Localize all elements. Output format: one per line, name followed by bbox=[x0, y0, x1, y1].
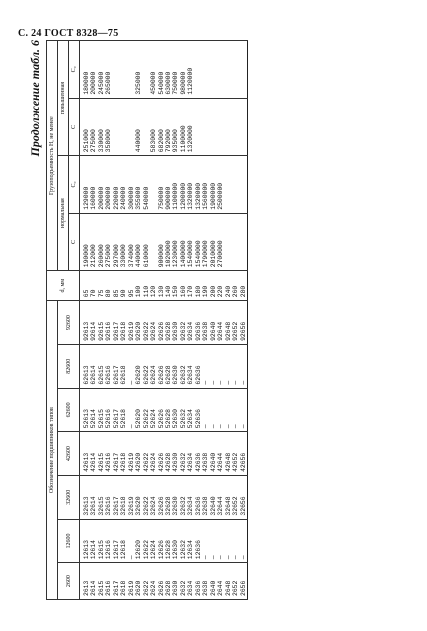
table-cell bbox=[225, 42, 232, 95]
table-cell: 12634 bbox=[187, 540, 195, 560]
table-cell: 52634 bbox=[187, 409, 195, 429]
table-cell: 180 bbox=[194, 285, 202, 298]
table-cell: 2628 bbox=[164, 580, 172, 596]
table-cell: 65 bbox=[83, 289, 90, 298]
table-cell: 42636 bbox=[194, 452, 202, 472]
table-cell: 12615 bbox=[97, 540, 105, 560]
table-cell: — bbox=[224, 380, 232, 385]
table-cell: 1320000 bbox=[187, 182, 195, 210]
table-cell: 42618 bbox=[120, 452, 128, 472]
table-cell: 62634 bbox=[187, 365, 195, 385]
table-cell: — bbox=[232, 555, 240, 560]
table-cell: 92632 bbox=[179, 321, 187, 341]
table-cell bbox=[120, 100, 127, 153]
table-cell: 42620 bbox=[135, 452, 143, 472]
table-cell: 62616 bbox=[105, 365, 113, 385]
table-cell: 750000 bbox=[157, 186, 165, 210]
table-cell: 85 bbox=[112, 289, 120, 298]
table-cell: 92614 bbox=[90, 321, 98, 341]
table-cell: 32636 bbox=[194, 496, 202, 516]
table-cell: 62618 bbox=[120, 365, 128, 385]
table-cell: 1540000 bbox=[187, 240, 195, 268]
table-cell: 92638 bbox=[202, 321, 210, 341]
table-cell: — bbox=[209, 424, 217, 429]
col-c-inc-header: C bbox=[69, 98, 80, 156]
table-cell: 12628 bbox=[164, 540, 172, 560]
table-cell: — bbox=[202, 380, 210, 385]
table-cell: 12624 bbox=[150, 540, 158, 560]
table-cell bbox=[150, 215, 157, 268]
table-cell: — bbox=[209, 380, 217, 385]
table-cell bbox=[240, 215, 247, 268]
table-cell: 92640 bbox=[209, 321, 217, 341]
col-92600-header: 92600 bbox=[58, 301, 80, 345]
table-cell: 42617 bbox=[112, 452, 120, 472]
table-cell: 240 bbox=[224, 285, 232, 298]
table-cell: 12613 bbox=[83, 540, 90, 560]
table-cell: 300000 bbox=[127, 186, 135, 210]
table-cell: 32622 bbox=[142, 496, 150, 516]
table-cell: 440000 bbox=[135, 244, 143, 268]
table-cell: 129000 bbox=[83, 186, 90, 210]
table-cell bbox=[217, 100, 224, 153]
table-cell bbox=[143, 100, 150, 153]
table-cell bbox=[217, 42, 224, 95]
table-cell: 682000 bbox=[157, 129, 165, 153]
table-cell bbox=[210, 100, 217, 153]
table-cell: 2656 bbox=[239, 580, 247, 596]
table-cell: 1540000 bbox=[194, 240, 202, 268]
table-cell: 792000 bbox=[164, 129, 172, 153]
table-cell: 92618 bbox=[120, 321, 128, 341]
table-cell: 92634 bbox=[187, 321, 195, 341]
table-cell: 42632 bbox=[179, 452, 187, 472]
table-cell: 120 bbox=[150, 285, 158, 298]
table-cell: 2616 bbox=[105, 580, 113, 596]
table-cell: 2638 bbox=[202, 580, 210, 596]
table-cell: 1230000 bbox=[172, 240, 180, 268]
table-cell: 110 bbox=[142, 285, 150, 298]
table-cell: 42638 bbox=[202, 452, 210, 472]
table-cell: 1790000 bbox=[202, 240, 210, 268]
table-cell: 160000 bbox=[90, 186, 98, 210]
table-body-row bbox=[80, 41, 248, 600]
table-cell bbox=[225, 100, 232, 153]
table-cell: 32652 bbox=[232, 496, 240, 516]
table-cell: 251000 bbox=[83, 129, 90, 153]
table-cell: 12617 bbox=[112, 540, 120, 560]
table-cell: 52624 bbox=[150, 409, 158, 429]
table-cell: 260000 bbox=[97, 244, 105, 268]
table-cell: 245000 bbox=[97, 71, 105, 95]
table-cell: 750000 bbox=[172, 71, 180, 95]
table-cell: — bbox=[224, 555, 232, 560]
table-cell: 200000 bbox=[105, 186, 113, 210]
table-cell: 52618 bbox=[120, 409, 128, 429]
table-cell: 297000 bbox=[112, 244, 120, 268]
table-cell: 200 bbox=[209, 285, 217, 298]
table-cell: 980000 bbox=[179, 71, 187, 95]
table-cell: 92648 bbox=[224, 321, 232, 341]
col-2600-header: 2600 bbox=[58, 563, 80, 600]
col-82600-header: 82600 bbox=[58, 344, 80, 388]
table-cell: 92656 bbox=[239, 321, 247, 341]
table-cell: 42616 bbox=[105, 452, 113, 472]
column-82600-values bbox=[80, 344, 248, 388]
table-cell: 160 bbox=[179, 285, 187, 298]
table-cell: 32626 bbox=[157, 496, 165, 516]
table-cell: 610000 bbox=[142, 244, 150, 268]
table-cell: 275000 bbox=[105, 244, 113, 268]
table-cell: 62636 bbox=[194, 365, 202, 385]
table-cell: 92613 bbox=[83, 321, 90, 341]
table-cell: 1020000 bbox=[164, 240, 172, 268]
table-cell: 935000 bbox=[172, 129, 180, 153]
table-cell: 52614 bbox=[90, 409, 98, 429]
table-cell: — bbox=[202, 555, 210, 560]
table-cell: 2614 bbox=[90, 580, 98, 596]
table-cell: 2648 bbox=[224, 580, 232, 596]
table-cell: 92615 bbox=[97, 321, 105, 341]
table-cell: 62620 bbox=[135, 365, 143, 385]
table-cell bbox=[195, 42, 202, 95]
table-cell: 900000 bbox=[164, 186, 172, 210]
table-cell: 180000 bbox=[83, 71, 90, 95]
table-cell: 92617 bbox=[112, 321, 120, 341]
table-cell bbox=[225, 215, 232, 268]
table-cell: 1900000 bbox=[209, 182, 217, 210]
table-cell: 62626 bbox=[157, 365, 165, 385]
table-cell: 1320000 bbox=[194, 182, 202, 210]
table-cell: 2615 bbox=[97, 580, 105, 596]
table-cell bbox=[232, 100, 239, 153]
table-cell: 42644 bbox=[217, 452, 225, 472]
table-cell: 62632 bbox=[179, 365, 187, 385]
table-cell: — bbox=[239, 380, 247, 385]
col-c-header: C bbox=[69, 213, 80, 271]
table-cell: — bbox=[127, 424, 135, 429]
table-cell: 212000 bbox=[90, 244, 98, 268]
table-cell: 62617 bbox=[112, 365, 120, 385]
table-cell bbox=[128, 100, 135, 153]
table-cell: 260 bbox=[232, 285, 240, 298]
table-cell: 92624 bbox=[150, 321, 158, 341]
table-cell: 12616 bbox=[105, 540, 113, 560]
table-cell: 62614 bbox=[90, 365, 98, 385]
table-cell: 32617 bbox=[112, 496, 120, 516]
table-cell: 280 bbox=[239, 285, 247, 298]
table-cell: 95 bbox=[127, 289, 135, 298]
table-caption: Продолжение табл. 6 bbox=[28, 40, 42, 157]
table-cell: 92628 bbox=[164, 321, 172, 341]
table-cell: 275000 bbox=[90, 129, 98, 153]
table-cell: 52616 bbox=[105, 409, 113, 429]
table-cell: 52630 bbox=[172, 409, 180, 429]
table-cell: 200000 bbox=[90, 71, 98, 95]
table-cell: 52636 bbox=[194, 409, 202, 429]
table-cell: 170 bbox=[187, 285, 195, 298]
table-cell bbox=[120, 42, 127, 95]
col-32600-header: 32600 bbox=[58, 475, 80, 519]
col-62600-header: 62600 bbox=[58, 388, 80, 432]
column-32600-values bbox=[80, 475, 248, 519]
table-cell: 2640 bbox=[209, 580, 217, 596]
table-cell: 325000 bbox=[135, 71, 143, 95]
table-cell bbox=[225, 157, 232, 210]
table-cell: 62624 bbox=[150, 365, 158, 385]
table-cell: 32616 bbox=[105, 496, 113, 516]
table-cell: 12614 bbox=[90, 540, 98, 560]
column-d-values bbox=[80, 271, 248, 301]
column-92600-values bbox=[80, 301, 248, 345]
table-cell: 42640 bbox=[209, 452, 217, 472]
table-cell: 32619 bbox=[127, 496, 135, 516]
table-cell: 12618 bbox=[120, 540, 128, 560]
column-62600-values bbox=[80, 388, 248, 432]
table-cell: 92636 bbox=[194, 321, 202, 341]
table-cell: 2617 bbox=[112, 580, 120, 596]
table-cell: 2630 bbox=[172, 580, 180, 596]
table-cell: 90 bbox=[120, 289, 128, 298]
table-cell: — bbox=[239, 555, 247, 560]
column-c0-values bbox=[80, 156, 248, 214]
table-cell: 32644 bbox=[217, 496, 225, 516]
table-cell bbox=[113, 100, 120, 153]
table-cell bbox=[128, 42, 135, 95]
table-cell: — bbox=[239, 424, 247, 429]
table-cell bbox=[195, 100, 202, 153]
table-cell: 42622 bbox=[142, 452, 150, 472]
table-cell: 330000 bbox=[120, 244, 128, 268]
table-cell: 440000 bbox=[135, 129, 143, 153]
table-cell: 374000 bbox=[127, 244, 135, 268]
table-cell: 220000 bbox=[112, 186, 120, 210]
table-cell: 190000 bbox=[83, 244, 90, 268]
table-cell bbox=[240, 157, 247, 210]
table-cell: 52628 bbox=[164, 409, 172, 429]
table-cell bbox=[240, 100, 247, 153]
table-cell: 200000 bbox=[97, 186, 105, 210]
table-cell: 32656 bbox=[239, 496, 247, 516]
table-cell: 62630 bbox=[172, 365, 180, 385]
table-cell bbox=[232, 157, 239, 210]
table-cell: — bbox=[232, 424, 240, 429]
table-cell: 1560000 bbox=[202, 182, 210, 210]
col-c0-inc-header: C₀ bbox=[69, 41, 80, 99]
table-cell: 42628 bbox=[164, 452, 172, 472]
column-c-inc-values bbox=[80, 98, 248, 156]
table-cell: 1120000 bbox=[187, 67, 195, 95]
column-2600-values bbox=[80, 563, 248, 600]
table-cell: 2624 bbox=[150, 580, 158, 596]
table-cell: 92630 bbox=[172, 321, 180, 341]
table-cell: 12636 bbox=[194, 540, 202, 560]
table-cell: 2632 bbox=[179, 580, 187, 596]
column-12600-values bbox=[80, 519, 248, 563]
table-cell: 42656 bbox=[239, 452, 247, 472]
designation-group-header: Обозначение подшипников типов bbox=[47, 301, 58, 600]
table-cell: 62628 bbox=[164, 365, 172, 385]
table-cell: 32624 bbox=[150, 496, 158, 516]
table-cell: 80 bbox=[105, 289, 113, 298]
table-cell: 2700000 bbox=[217, 240, 225, 268]
table-cell: 1100000 bbox=[172, 182, 180, 210]
table-cell: 1200000 bbox=[179, 182, 187, 210]
table-cell: 240000 bbox=[120, 186, 128, 210]
table-cell: 2500000 bbox=[217, 182, 225, 210]
table-cell: 32640 bbox=[209, 496, 217, 516]
table-cell: 75 bbox=[97, 289, 105, 298]
col-42600-header: 42600 bbox=[58, 432, 80, 476]
table-cell: 42615 bbox=[97, 452, 105, 472]
table-cell: 52615 bbox=[97, 409, 105, 429]
table-cell: 92626 bbox=[157, 321, 165, 341]
table-cell: 32614 bbox=[90, 496, 98, 516]
table-cell: 52620 bbox=[135, 409, 143, 429]
table-cell bbox=[232, 215, 239, 268]
table-cell: 32620 bbox=[135, 496, 143, 516]
table-cell: 12622 bbox=[142, 540, 150, 560]
table-cell bbox=[210, 42, 217, 95]
table-cell: 92622 bbox=[142, 321, 150, 341]
d-header: d, мм bbox=[47, 271, 80, 301]
table-cell bbox=[143, 42, 150, 95]
table-cell: 42634 bbox=[187, 452, 195, 472]
table-cell bbox=[150, 157, 157, 210]
table-cell: — bbox=[217, 555, 225, 560]
table-cell: 190 bbox=[202, 285, 210, 298]
table-cell: 32613 bbox=[83, 496, 90, 516]
table-cell: 62613 bbox=[83, 365, 90, 385]
table-cell: 92619 bbox=[127, 321, 135, 341]
table-cell: 140 bbox=[164, 285, 172, 298]
table-cell: 42619 bbox=[127, 452, 135, 472]
table-cell: 1320000 bbox=[187, 125, 195, 153]
table-cell: 220 bbox=[217, 285, 225, 298]
table-cell bbox=[202, 42, 209, 95]
table-cell: 2619 bbox=[127, 580, 135, 596]
table-cell: 1100000 bbox=[179, 125, 187, 153]
table-cell: — bbox=[224, 424, 232, 429]
table-cell bbox=[240, 42, 247, 95]
table-cell: 450000 bbox=[150, 71, 158, 95]
table-cell: 355000 bbox=[135, 186, 143, 210]
table-cell: 42624 bbox=[150, 452, 158, 472]
col-c0-header: C₀ bbox=[69, 156, 80, 214]
table-cell: 2636 bbox=[194, 580, 202, 596]
table-cell: 42648 bbox=[224, 452, 232, 472]
table-cell: 52613 bbox=[83, 409, 90, 429]
load-group-header: Грузоподъемность Н, не менее bbox=[47, 41, 58, 271]
table-cell: 2613 bbox=[83, 580, 90, 596]
table-cell: 130 bbox=[157, 285, 165, 298]
table-cell: 2618 bbox=[120, 580, 128, 596]
table-cell: 330000 bbox=[97, 129, 105, 153]
table-cell: 540000 bbox=[142, 186, 150, 210]
table-cell: 92616 bbox=[105, 321, 113, 341]
col-12600-header: 12600 bbox=[58, 519, 80, 563]
table-cell: 32628 bbox=[164, 496, 172, 516]
table-cell: 62615 bbox=[97, 365, 105, 385]
table-cell bbox=[202, 100, 209, 153]
table-cell: 100 bbox=[135, 285, 143, 298]
table-cell bbox=[232, 42, 239, 95]
table-cell bbox=[113, 42, 120, 95]
table-cell: — bbox=[217, 424, 225, 429]
column-42600-values bbox=[80, 432, 248, 476]
table-cell: 52617 bbox=[112, 409, 120, 429]
normal-header: нормальная bbox=[58, 156, 69, 271]
table-cell: 540000 bbox=[157, 71, 165, 95]
table-cell: — bbox=[127, 555, 135, 560]
table-cell: 32630 bbox=[172, 496, 180, 516]
table-cell: 42626 bbox=[157, 452, 165, 472]
table-cell: — bbox=[127, 380, 135, 385]
table-cell: 2634 bbox=[187, 580, 195, 596]
table-cell: 2622 bbox=[142, 580, 150, 596]
table-cell: — bbox=[209, 555, 217, 560]
table-cell: 42613 bbox=[83, 452, 90, 472]
table-cell: 52622 bbox=[142, 409, 150, 429]
table-cell: 32615 bbox=[97, 496, 105, 516]
table-cell: 42614 bbox=[90, 452, 98, 472]
table-cell: 32632 bbox=[179, 496, 187, 516]
bearing-table bbox=[46, 40, 248, 600]
column-c-values bbox=[80, 213, 248, 271]
table-cell: 150 bbox=[172, 285, 180, 298]
table-cell: 630000 bbox=[164, 71, 172, 95]
table-cell: 32638 bbox=[202, 496, 210, 516]
table-cell: — bbox=[232, 380, 240, 385]
table-cell: 52632 bbox=[179, 409, 187, 429]
table-cell: 900000 bbox=[157, 244, 165, 268]
table-cell: 358000 bbox=[105, 129, 113, 153]
table-cell: 583000 bbox=[150, 129, 158, 153]
table-cell: 42652 bbox=[232, 452, 240, 472]
table-cell: 12630 bbox=[172, 540, 180, 560]
table-cell: 2644 bbox=[217, 580, 225, 596]
table-cell: — bbox=[202, 424, 210, 429]
table-cell: 62622 bbox=[142, 365, 150, 385]
table-cell: 52626 bbox=[157, 409, 165, 429]
table-cell: 1400000 bbox=[179, 240, 187, 268]
table-cell: 265000 bbox=[105, 71, 113, 95]
table-cell: 2010000 bbox=[209, 240, 217, 268]
column-c0-inc-values bbox=[80, 41, 248, 99]
table-cell: 32648 bbox=[224, 496, 232, 516]
table-cell: 2626 bbox=[157, 580, 165, 596]
table-cell: 92644 bbox=[217, 321, 225, 341]
table-cell: 12620 bbox=[135, 540, 143, 560]
page-header: С. 24 ГОСТ 8328—75 bbox=[18, 28, 119, 39]
table-cell: 92620 bbox=[135, 321, 143, 341]
rotated-table-block bbox=[28, 40, 408, 600]
table-cell: 92652 bbox=[232, 321, 240, 341]
increased-header: повышенная bbox=[58, 41, 69, 156]
table-cell: 32634 bbox=[187, 496, 195, 516]
table-cell: 42630 bbox=[172, 452, 180, 472]
table-cell: 2652 bbox=[232, 580, 240, 596]
table-cell: 70 bbox=[90, 289, 98, 298]
table-cell: — bbox=[217, 380, 225, 385]
table-cell: 12632 bbox=[179, 540, 187, 560]
table-cell: 2620 bbox=[135, 580, 143, 596]
table-cell: 12626 bbox=[157, 540, 165, 560]
table-cell: 32618 bbox=[120, 496, 128, 516]
